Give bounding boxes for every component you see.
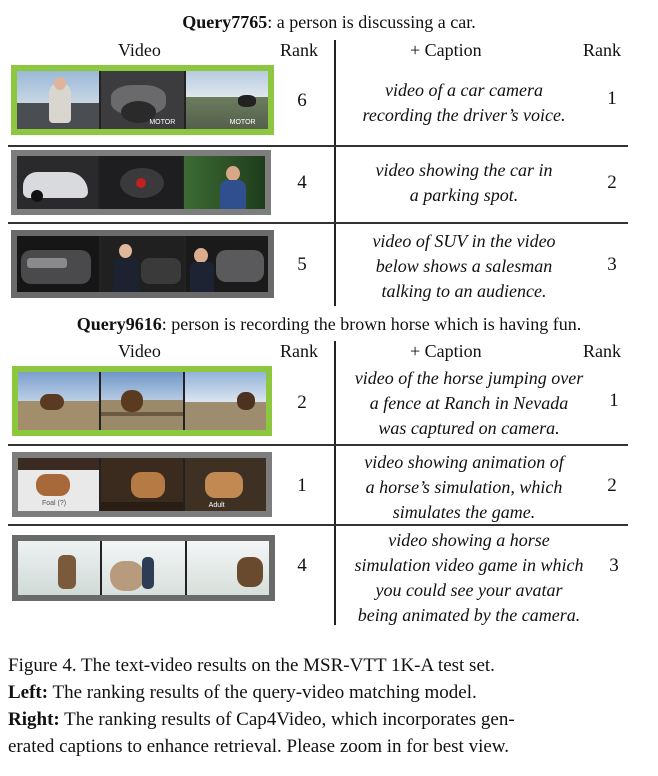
caption-line: video of the horse jumping over (354, 368, 584, 388)
query-1-video-rank-1: 6 (297, 90, 307, 111)
caption-line: video of a car camera (385, 80, 543, 100)
query-2-rank-right-header: Rank (583, 341, 621, 361)
video-frame (99, 458, 182, 511)
caption-line: recording the driver’s voice. (362, 105, 566, 125)
query-1-row-separator-2 (8, 222, 628, 224)
query-2-caption-rank-3: 3 (609, 555, 619, 576)
caption-line: video showing the car in (375, 160, 553, 180)
query-1-video-rank-3: 5 (297, 254, 307, 275)
left-text: The ranking results of the query-video matching model. (48, 682, 477, 703)
query-1-row-separator-1 (8, 145, 628, 147)
video-frame (17, 236, 99, 292)
query-2-caption-rank-2: 2 (607, 475, 617, 496)
figure-caption-line-3 (8, 706, 644, 733)
query-2-separator: : (161, 314, 167, 334)
right-text: The ranking results of Cap4Video, which incorporates gen- (59, 709, 515, 730)
query-1-caption-rank-2: 2 (607, 172, 617, 193)
caption-line: video showing a horse (388, 530, 550, 550)
query-1-caption-header: + Caption (410, 40, 482, 60)
figure-caption-line-4: erated captions to enhance retrieval. Please zoom in for best view. (8, 736, 510, 757)
figure-caption-line-2 (8, 679, 644, 706)
query-1-id: Query7765 (182, 12, 268, 32)
caption-line: below shows a salesman (375, 256, 553, 276)
query-1-title (0, 12, 658, 33)
left-label: Left: (8, 682, 49, 703)
query-2-video-header: Video (118, 341, 161, 361)
query-1-rank-right-header: Rank (583, 40, 621, 60)
video-frame (184, 71, 268, 129)
caption-line: being animated by the camera. (357, 605, 581, 625)
caption-line: was captured on camera. (378, 418, 560, 438)
query-2-title (0, 314, 658, 335)
query-2-rank-left-header: Rank (280, 341, 318, 361)
query-2-row-separator-1 (8, 444, 628, 446)
motor-logo: MOTOR (149, 119, 176, 126)
video-frame (18, 541, 100, 595)
query-1-caption-3 (338, 229, 590, 304)
video-frame (18, 372, 99, 430)
caption-line: a fence at Ranch in Nevada (369, 393, 569, 413)
foal-label: Foal (?) (42, 500, 67, 507)
query-2-caption-3 (336, 528, 602, 628)
video-frame (100, 541, 184, 595)
query-1-video-1-strip (11, 65, 274, 135)
caption-line: video showing animation of (364, 452, 564, 472)
figure-caption (8, 652, 644, 760)
motor-logo: MOTOR (229, 119, 256, 126)
query-1-caption-rank-3: 3 (607, 254, 617, 275)
caption-line: a horse’s simulation, which (365, 477, 563, 497)
query-1-caption-1 (338, 78, 590, 128)
query-2-video-2-strip (12, 452, 272, 517)
query-1-separator: : (267, 12, 273, 32)
query-1-video-header: Video (118, 40, 161, 60)
query-2-video-rank-2: 1 (297, 475, 307, 496)
video-frame (17, 156, 98, 209)
query-1-text: a person is discussing a car. (276, 12, 476, 32)
query-2-caption-2 (338, 450, 590, 525)
video-frame (183, 458, 266, 511)
query-2-caption-rank-1: 1 (609, 390, 619, 411)
video-frame (18, 458, 99, 511)
video-frame (17, 71, 99, 129)
query-1-video-rank-2: 4 (297, 172, 307, 193)
figure-caption-line-1: Figure 4. The text-video results on the MSR-VTT 1K-A test set. (8, 655, 495, 676)
query-2-text: person is recording the brown horse which is having fun. (171, 314, 582, 334)
video-frame (183, 372, 266, 430)
video-frame (99, 372, 182, 430)
query-2-id: Query9616 (76, 314, 162, 334)
caption-line: a parking spot. (409, 185, 519, 205)
video-frame (99, 236, 183, 292)
video-frame (99, 71, 183, 129)
query-1-rank-left-header: Rank (280, 40, 318, 60)
caption-line: you could see your avatar (375, 580, 563, 600)
video-frame (182, 156, 265, 209)
query-1-video-3-strip (11, 230, 274, 298)
caption-line: video of SUV in the video (372, 231, 556, 251)
query-2-video-rank-3: 4 (297, 555, 307, 576)
right-label: Right: (8, 709, 60, 730)
query-2-video-3-strip (12, 535, 275, 601)
query-1-caption-rank-1: 1 (607, 88, 617, 109)
adult-label: Adult (208, 502, 225, 509)
caption-line: simulates the game. (392, 502, 536, 522)
query-1-divider (334, 40, 336, 306)
query-2-caption-1 (336, 366, 602, 441)
caption-line: talking to an audience. (381, 281, 547, 301)
query-1-caption-2 (338, 158, 590, 208)
query-2-caption-header: + Caption (410, 341, 482, 361)
video-frame (185, 541, 269, 595)
query-2-video-1-strip (12, 366, 272, 436)
video-frame (184, 236, 268, 292)
caption-line: simulation video game in which (354, 555, 584, 575)
query-2-video-rank-1: 2 (297, 392, 307, 413)
query-1-video-2-strip (11, 150, 271, 215)
video-frame (98, 156, 181, 209)
